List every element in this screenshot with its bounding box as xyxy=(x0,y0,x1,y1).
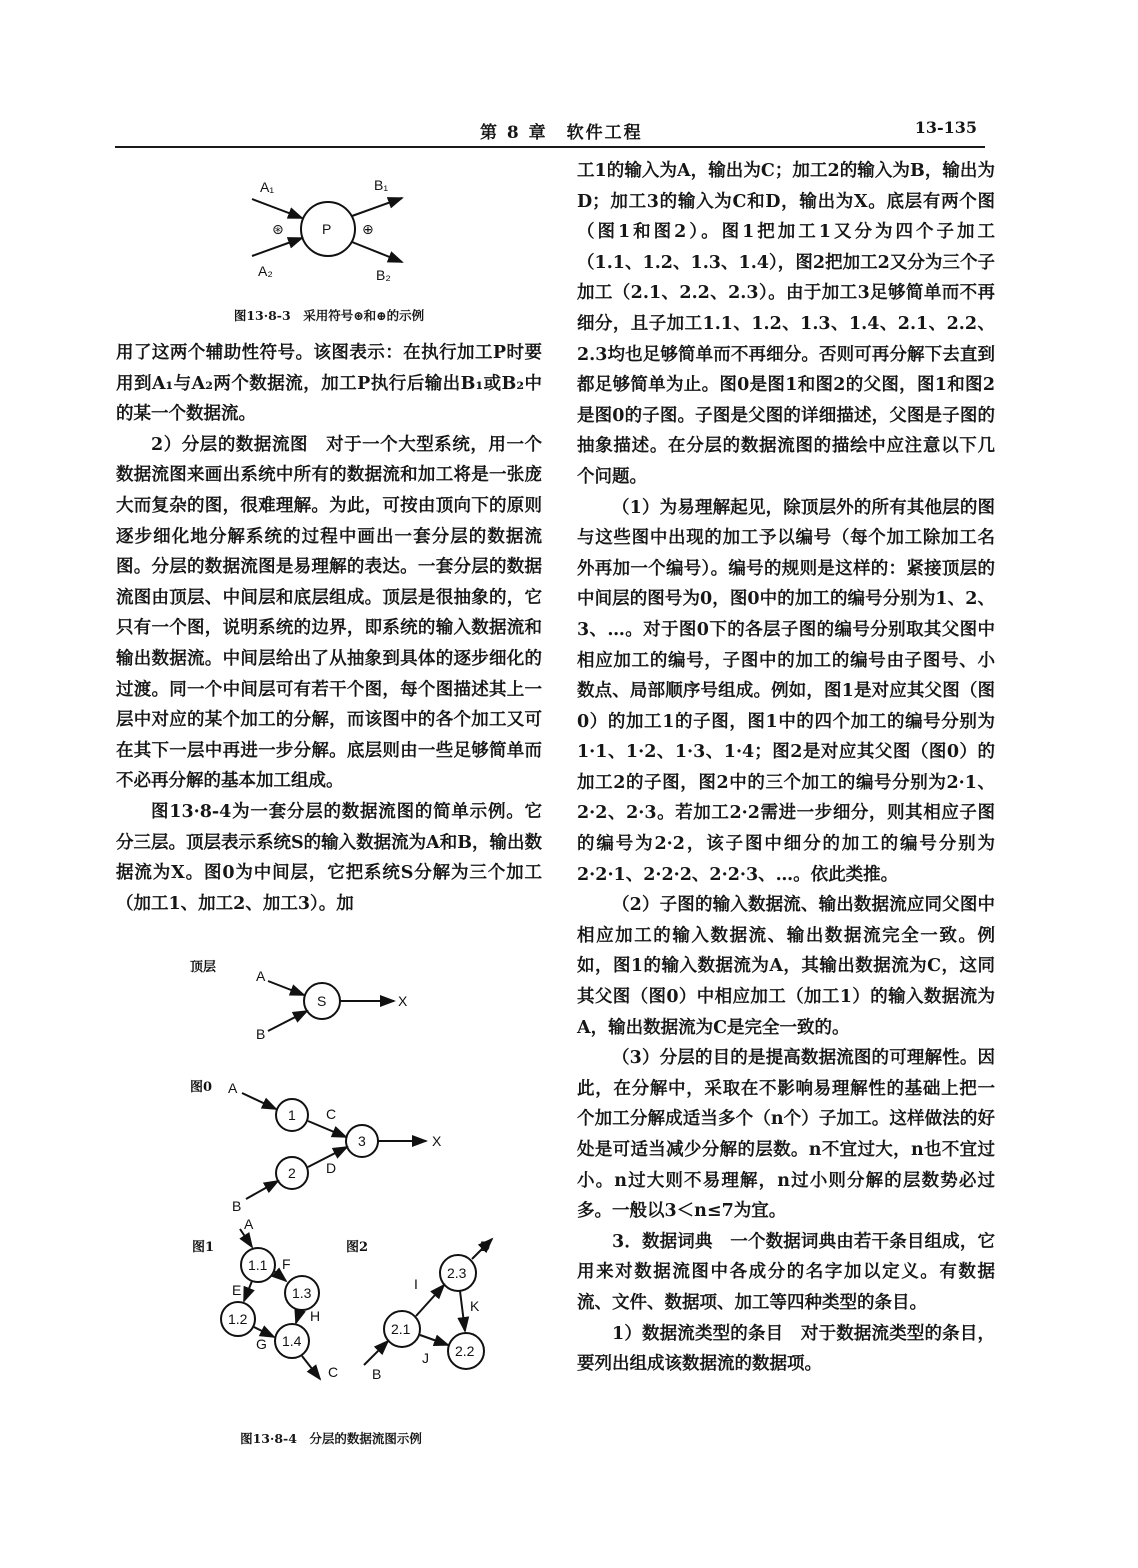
flow-a2-arrow xyxy=(252,238,302,256)
flow-c-label: C xyxy=(326,1106,337,1123)
node-1-2-label: 1.2 xyxy=(228,1311,248,1328)
paragraph: 用了这两个辅助性符号。该图表示：在执行加工P时要用到A₁与A₂两个数据流，加工P执行后输出B₁或B₂中的某一个数据流。 xyxy=(116,343,542,425)
flow-x-label: X xyxy=(398,993,408,1010)
figure-13-8-4-caption: 图13·8-4 分层的数据流图示例 xyxy=(240,1431,422,1447)
flow-j-label: J xyxy=(422,1350,429,1367)
page-number: 13-135 xyxy=(914,118,977,137)
fig0-label: 图0 xyxy=(190,1080,213,1096)
flow-b-arrow xyxy=(268,1011,307,1031)
flow-a-label: A xyxy=(256,968,266,985)
flow-f-arrow xyxy=(274,1271,286,1281)
right-column xyxy=(577,156,995,1380)
flow-i-arrow xyxy=(416,1285,444,1316)
node-2-label: 2 xyxy=(288,1165,296,1182)
flow-c-label: C xyxy=(328,1364,339,1381)
flow-a-label: A xyxy=(244,1216,254,1233)
paragraph: 图13·8-4为一套分层的数据流图的简单示例。它分三层。顶层表示系统S的输入数据流为A和B，输出数据流为X。图0为中间层，它把系统S分解为三个加工（加工1、加工2、加工3）。加 xyxy=(116,801,543,914)
flow-d-label: D xyxy=(480,1238,491,1255)
node-1-1-label: 1.1 xyxy=(248,1257,268,1274)
paragraph: （2）子图的输入数据流、输出数据流应同父图中相应加工的输入数据流、输出数据流完全一致。例如，图1的输入数据流为A，其输出数据流为C，这同其父图（图0）中相应加工（加工1）的输入数据流为A，输出数据流为C是完全一致的。 xyxy=(577,895,995,1038)
node-1-label: 1 xyxy=(288,1107,296,1124)
flow-e-arrow xyxy=(244,1281,252,1301)
top-level-label: 顶层 xyxy=(190,960,217,976)
or-symbol: ⊕ xyxy=(362,221,374,237)
flow-h-arrow xyxy=(296,1310,300,1323)
node-s-label: S xyxy=(317,993,327,1010)
page-header xyxy=(115,116,985,148)
figure-13-8-3 xyxy=(116,156,542,323)
label-b2: B₂ xyxy=(376,267,391,283)
paragraph: （3）分层的目的是提高数据流图的可理解性。因此，在分解中，采取在不影响易理解性的基础上把一个加工分解成适当多个（n个）子加工。这样做法的好处是可适当减少分解的层数。n不宜过大，n也不宜过小。n过大则不易理解，n过小则分解的层数势必过多。一般以3＜n≤7为宜。 xyxy=(577,1048,995,1222)
flow-b-label: B xyxy=(232,1198,242,1215)
flow-b1-arrow xyxy=(352,198,402,216)
node-2-1-label: 2.1 xyxy=(391,1321,411,1338)
label-a1: A₁ xyxy=(260,179,275,195)
paragraph: 3．数据词典 一个数据词典由若干条目组成，它用来对数据流图中各成分的名字加以定义。有数据流、文件、数据项、加工等四种类型的条目。 xyxy=(577,1231,995,1313)
paragraph: 2）分层的数据流图 对于一个大型系统，用一个数据流图来画出系统中所有的数据流和加工将是一张庞大而复杂的图，很难理解。为此，可按由顶向下的原则逐步细化地分解系统的过程中画出一套分层的数据流图。分层的数据流图是易理解的表达。一套分层的数据流图由顶层、中间层和底层组成。顶层是很抽象的，它只有一个图，说明系统的边界，即系统的输入数据流和输出数据流。中间层给出了从抽象到具体的逐步细化的过渡。同一个中间层可有若干个图，每个图描述其上一层中对应的某个加工的分解，而该图中的各个加工又可在其下一层中再进一步分解。底层则由一些足够简单而不必再分解的基本加工组成。 xyxy=(116,434,542,792)
flow-i-label: I xyxy=(414,1276,418,1293)
flow-e-label: E xyxy=(232,1282,242,1299)
node-1-4-label: 1.4 xyxy=(282,1333,302,1350)
flow-g-label: G xyxy=(256,1336,267,1353)
node-2-3-label: 2.3 xyxy=(447,1265,467,1282)
figure-13-8-3-caption: 图13·8-3 采用符号⊛和⊕的示例 xyxy=(233,308,425,323)
flow-b-label: B xyxy=(256,1026,266,1043)
figure-13-8-4 xyxy=(116,959,542,1519)
label-b1: B₁ xyxy=(374,177,389,193)
flow-a1-arrow xyxy=(252,199,302,218)
flow-x-label: X xyxy=(432,1133,442,1150)
node-1-3-label: 1.3 xyxy=(292,1285,312,1302)
flow-h-label: H xyxy=(310,1308,321,1325)
flow-d-label: D xyxy=(326,1160,337,1177)
flow-b-arrow xyxy=(246,1181,278,1199)
flow-b-label: B xyxy=(372,1366,382,1383)
paragraph: 1）数据流类型的条目 对于数据流类型的条目，要列出组成该数据流的数据项。 xyxy=(577,1323,995,1375)
paragraph: （1）为易理解起见，除顶层外的所有其他层的图与这些图中出现的加工予以编号（每个加工除加工名外再加一个编号）。编号的规则是这样的：紧接顶层的中间层的图号为0，图0中的加工的编号分别为1、2、3、…。对于图0下的各层子图的编号分别取其父图中相应加工的编号，子图中的加工的编号由子图号、小数点、局部顺序号组成。例如，图1是对应其父图（图0）的加工1的子图，图1中的四个加工的编号分别为1·1、1·2、1·3、1·4；图2是对应其父图（图0）的加工2的子图，图2中的三个加工的编号分别为2·1、2·2、2·3。若加工2·2需进一步细分，则其相应子图的编号为2·2，该子图中细分的加工的编号分别为2·2·1、2·2·2、2·2·3、…。依此类推。 xyxy=(577,497,995,885)
flow-k-label: K xyxy=(470,1298,480,1315)
node-2-2-label: 2.2 xyxy=(455,1343,475,1360)
and-symbol: ⊛ xyxy=(272,221,284,237)
figure-13-8-3-diagram xyxy=(242,176,422,284)
fig2-label: 图2 xyxy=(346,1240,369,1256)
figure-13-8-4-diagram xyxy=(176,959,496,1479)
label-a2: A₂ xyxy=(258,263,273,279)
flow-c-arrow xyxy=(308,1121,346,1137)
flow-a-arrow xyxy=(242,1093,276,1109)
flow-a-arrow xyxy=(268,981,304,995)
node-3-label: 3 xyxy=(358,1133,366,1150)
node-p-label: P xyxy=(322,221,332,237)
flow-b-arrow xyxy=(364,1341,388,1365)
flow-b2-arrow xyxy=(352,242,402,262)
fig1-label: 图1 xyxy=(192,1240,215,1256)
flow-c-arrow xyxy=(302,1356,320,1379)
flow-f-label: F xyxy=(282,1256,291,1273)
chapter-title: 第 8 章 软件工程 xyxy=(480,123,643,143)
paragraph: 工1的输入为A，输出为C；加工2的输入为B，输出为D；加工3的输入为C和D，输出为X。底层有两个图（图1和图2）。图1把加工1又分为四个子加工（1.1、1.2、1.3、1.4），图2把加工2又分为三个子加工（2.1、2.2、2.3）。由于加工3足够简单而不再细分，且子加工1.1、1.2、1.3、1.4、2.1、2.2、2.3均也足够简单而不再细分。否则可再分解下去直到都足够简单为止。图0是图1和图2的父图，图1和图2是图0的子图。子图是父图的详细描述，父图是子图的抽象描述。在分层的数据流图的描绘中应注意以下几个问题。 xyxy=(577,161,995,487)
left-column xyxy=(116,156,542,1519)
flow-k-arrow xyxy=(460,1291,465,1331)
flow-a-label: A xyxy=(228,1080,238,1097)
flow-j-arrow xyxy=(420,1335,448,1345)
